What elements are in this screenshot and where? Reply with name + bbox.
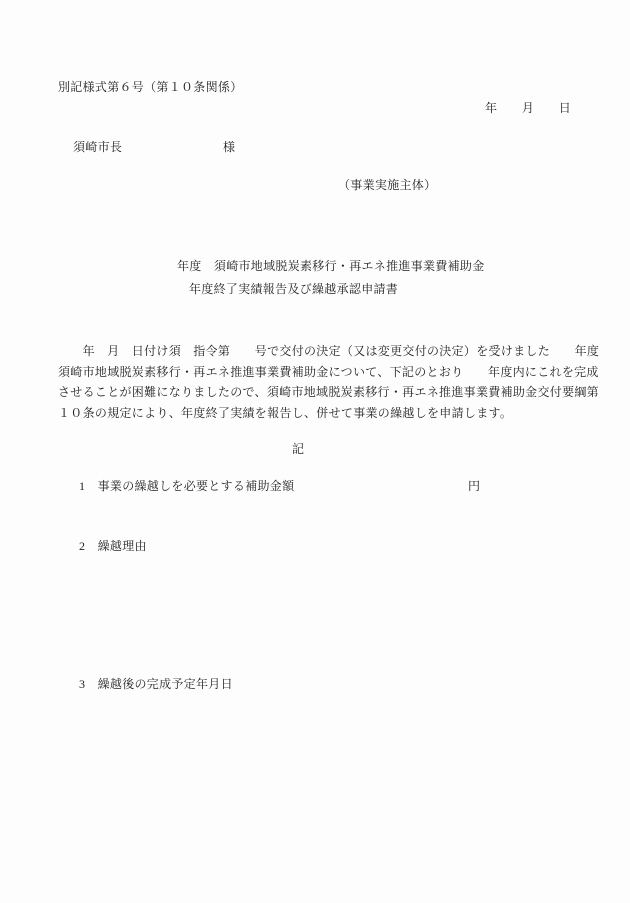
date-line: 年 月 日	[485, 101, 572, 115]
form-number: 別記様式第６号（第１０条関係）	[58, 80, 243, 94]
addressee: 須崎市長	[73, 140, 123, 154]
addressee-honorific: 様	[223, 140, 236, 154]
item-3-label: 3 繰越後の完成予定年月日	[79, 677, 233, 691]
item-2-label: 2 繰越理由	[79, 539, 147, 553]
body-line-1: 年 月 日付け須 指令第 号で交付の決定（又は変更交付の決定）を受けました 年度	[58, 344, 600, 358]
body-line-4: １０条の規定により、年度終了実績を報告し、併せて事業の繰越しを申請します。	[58, 406, 513, 421]
body-line-3: させることが困難になりましたので、須崎市地域脱炭素移行・再エネ推進事業費補助金交付要綱第	[58, 385, 599, 400]
item-1-unit: 円	[468, 479, 481, 493]
section-heading-ki: 記	[292, 442, 305, 456]
item-1-label: 1 事業の繰越しを必要とする補助金額	[79, 479, 295, 493]
document-title-line1: 年度 須崎市地域脱炭素移行・再エネ推進事業費補助金	[177, 259, 485, 273]
document-title-line2: 年度終了実績報告及び繰越承認申請書	[189, 282, 399, 296]
entity-label: （事業実施主体）	[338, 178, 437, 192]
body-paragraph	[58, 341, 600, 424]
body-line-2: 須崎市地域脱炭素移行・再エネ推進事業費補助金について、下記のとおり 年度内にこれを完成	[58, 364, 599, 379]
